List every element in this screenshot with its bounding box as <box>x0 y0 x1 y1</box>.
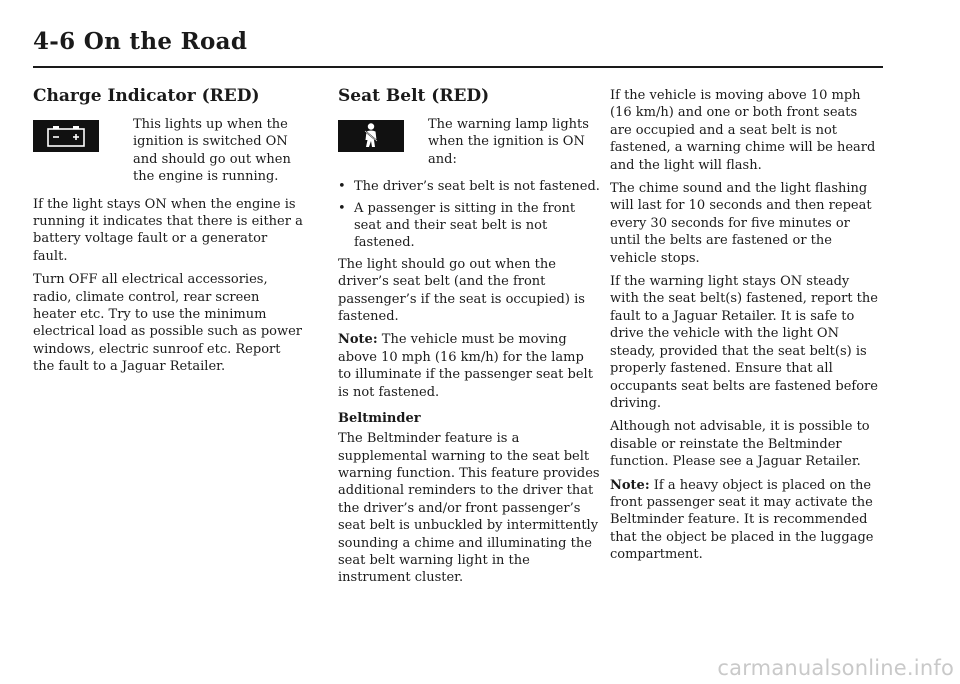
seatbelt-paragraph-1: The light should go out when the driver’s seat belt (and the front passenger’s if the seat is occupied) is fastened. <box>338 256 585 325</box>
col3-paragraph-2: The chime sound and the light flashing will last for 10 seconds and then repeat every 30 seconds for five minutes or until the belts are fastened or the vehicle stops. <box>610 181 872 266</box>
watermark: carmanualsonline.info <box>717 656 954 680</box>
charge-indicator-heading: Charge Indicator (RED) <box>33 86 260 106</box>
seatbelt-conditions-list <box>338 178 600 252</box>
seatbelt-icon-row <box>338 116 600 174</box>
note-text: The vehicle must be moving above 10 mph (16 km/h) for the lamp to illuminate if the passenger seat belt is not fastened. <box>338 332 593 400</box>
col3-paragraph-1: If the vehicle is moving above 10 mph (16 km/h) and one or both front seats are occupied and a seat belt is not fastened, a warning chime will be heard and the light will flash. <box>610 88 876 173</box>
seat-belt-heading: Seat Belt (RED) <box>338 86 490 106</box>
note-label: Note: <box>610 477 650 493</box>
seatbelt-icon <box>338 120 404 152</box>
charge-indicator-section <box>33 86 305 382</box>
header-rule <box>33 66 883 68</box>
col3-paragraph-4: Although not advisable, it is possible to disable or reinstate the Beltminder function. Please see a Jaguar Retailer. <box>610 419 870 470</box>
battery-icon <box>33 120 99 152</box>
beltminder-paragraph: The Beltminder feature is a supplemental warning to the seat belt warning function. This feature provides additional reminders to the driver that the driver’s and/or front passenger’s seat belt is unbuckled by intermittently sounding a chime and illuminating the seat belt warning light in the instrument cluster. <box>338 431 600 586</box>
seatbelt-intro: The warning lamp lights when the ignition is ON and: <box>428 117 589 167</box>
page-title: 4-6 On the Road <box>33 28 248 55</box>
charge-icon-row <box>33 116 305 192</box>
note-label: Note: <box>338 332 378 348</box>
note-text: If a heavy object is placed on the front passenger seat it may activate the Beltminder feature. It is recommended that the object be placed in the luggage compartment. <box>610 477 874 563</box>
charge-paragraph-2: Turn OFF all electrical accessories, radio, climate control, rear screen heater etc. Try to use the minimum electrical load as possible such as power windows, electric sunroof etc. Report the fault to a Jaguar Retailer. <box>33 272 303 375</box>
beltminder-heading: Beltminder <box>338 411 421 427</box>
col3-note <box>610 477 882 564</box>
seat-belt-section <box>338 86 600 593</box>
seat-belt-continued <box>610 87 882 570</box>
list-item: • The driver’s seat belt is not fastened. <box>338 179 600 195</box>
list-item: • A passenger is sitting in the front seat and their seat belt is not fastened. <box>338 200 576 251</box>
charge-paragraph-1: If the light stays ON when the engine is running it indicates that there is either a battery voltage fault or a generator fault. <box>33 196 303 264</box>
seatbelt-note <box>338 331 600 401</box>
charge-intro: This lights up when the ignition is switched ON and should go out when the engine is running. <box>133 117 291 185</box>
col3-paragraph-3: If the warning light stays ON steady with the seat belt(s) fastened, report the fault to a Jaguar Retailer. It is safe to drive the vehicle with the light ON steady, provided that the seat belt(s) is properly fastened. Ensure that all occupants seat belts are fastened before driving. <box>610 274 878 411</box>
